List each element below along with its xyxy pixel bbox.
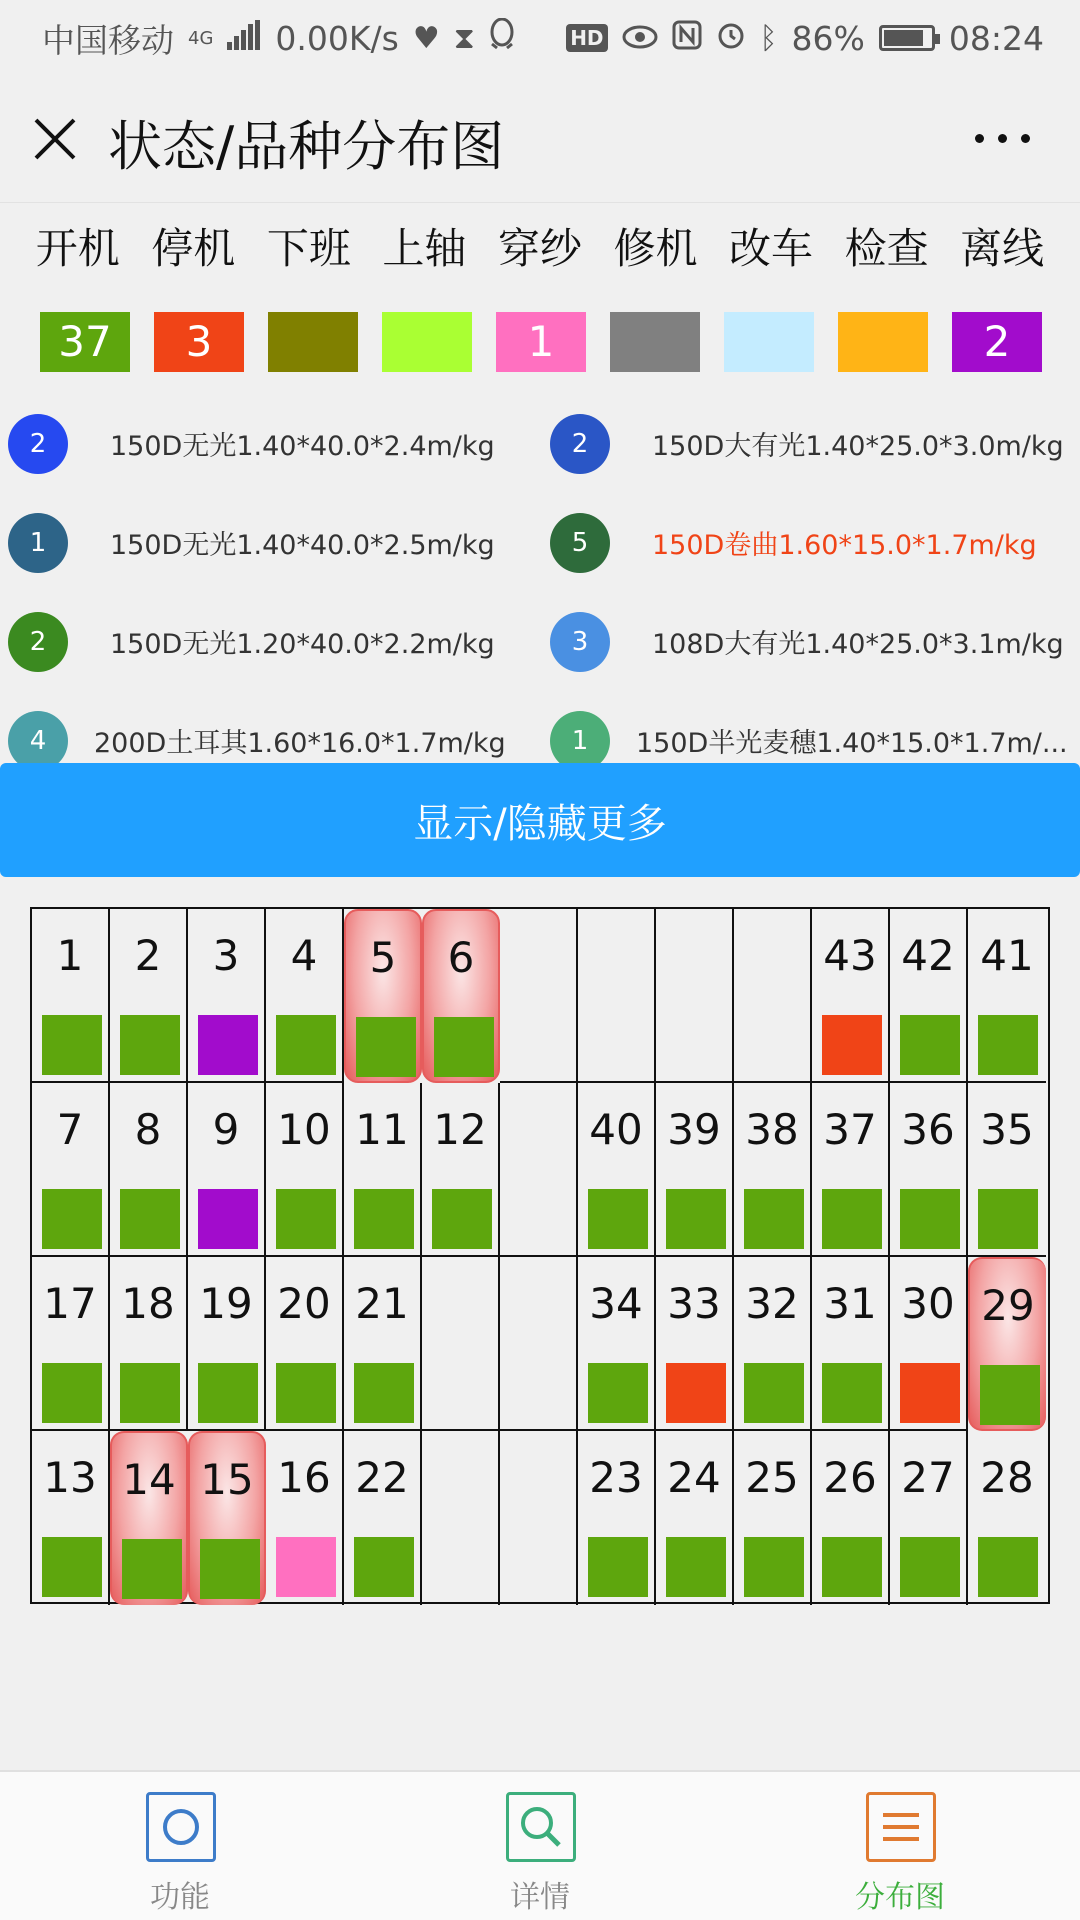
machine-cell-36[interactable] [890,1083,968,1257]
machine-number: 37 [823,1105,877,1154]
machine-number: 4 [290,931,318,980]
legend-label-4: 穿纱 [497,224,582,273]
machine-cell-6[interactable] [422,909,500,1083]
legend-label-5: 修机 [613,224,698,273]
machine-cell-15[interactable] [188,1431,266,1605]
machine-status-indicator [276,1189,336,1249]
legend-label-1: 停机 [151,224,236,273]
variety-name: 150D无光1.20*40.0*2.2m/kg [110,629,495,660]
variety-item[interactable] [550,610,1070,674]
status-count-6[interactable] [724,312,814,372]
machine-status-indicator [432,1189,492,1249]
machine-cell-27[interactable] [890,1431,968,1605]
machine-status-indicator [978,1015,1038,1075]
status-bar-right [566,19,1044,58]
status-legend [0,216,1080,280]
machine-number: 24 [667,1453,721,1502]
machine-number: 36 [901,1105,955,1154]
battery-percent: 86% [791,18,865,58]
machine-number: 1 [56,931,84,980]
machine-status-indicator [822,1015,882,1075]
machine-number: 29 [981,1281,1035,1330]
status-count-3[interactable] [382,312,472,372]
machine-status-indicator [666,1189,726,1249]
machine-status-indicator [120,1189,180,1249]
machine-cell-22[interactable] [344,1431,422,1605]
machine-status-indicator [980,1365,1040,1425]
tab-1[interactable] [360,1772,720,1920]
tab-label: 详情 [510,1880,570,1915]
machine-number: 22 [355,1453,409,1502]
tab-2[interactable] [720,1772,1080,1920]
machine-status-indicator [822,1537,882,1597]
machine-cell-16[interactable] [266,1431,344,1605]
variety-count-badge: 5 [550,513,610,573]
machine-cell-12[interactable] [422,1083,500,1257]
machine-status-indicator [42,1363,102,1423]
machine-status-indicator [588,1189,648,1249]
machine-number: 7 [56,1105,84,1154]
machine-status-indicator [276,1537,336,1597]
qq-icon [489,18,515,58]
machine-cell-13[interactable] [32,1431,110,1605]
machine-cell-35[interactable] [968,1083,1046,1257]
tab-label: 分布图 [855,1880,945,1915]
machine-number: 26 [823,1453,877,1502]
machine-status-indicator [744,1537,804,1597]
variety-item[interactable] [8,412,528,476]
variety-item[interactable] [550,412,1070,476]
machine-cell-8[interactable] [110,1083,188,1257]
hourglass-icon: ⧗ [453,20,475,56]
machine-cell-9[interactable] [188,1083,266,1257]
machine-status-indicator [42,1189,102,1249]
bottom-tab-bar [0,1770,1080,1920]
machine-status-indicator [900,1015,960,1075]
battery-icon [879,25,935,51]
machine-number: 35 [980,1105,1034,1154]
machine-cell-25[interactable] [734,1431,812,1605]
machine-number: 27 [901,1453,955,1502]
machine-number: 21 [355,1279,409,1328]
machine-number: 30 [901,1279,955,1328]
machine-number: 41 [980,931,1034,980]
variety-item[interactable] [550,511,1070,575]
page-title: 状态/品种分布图 [108,115,505,178]
machine-number: 17 [43,1279,97,1328]
variety-count-badge: 2 [550,414,610,474]
machine-cell-19[interactable] [188,1257,266,1431]
machine-cell-31[interactable] [812,1257,890,1431]
title-divider [0,202,1080,203]
machine-cell-24[interactable] [656,1431,734,1605]
machine-cell-18[interactable] [110,1257,188,1431]
machine-number: 9 [212,1105,240,1154]
hd-icon: HD [566,24,607,52]
machine-status-indicator [42,1537,102,1597]
machine-cell-29[interactable] [968,1257,1046,1431]
machine-number: 11 [355,1105,409,1154]
legend-label-0: 开机 [35,224,120,273]
circle-icon [146,1792,216,1862]
machine-status-indicator [900,1537,960,1597]
machine-cell-23[interactable] [578,1431,656,1605]
variety-count-badge: 2 [8,414,68,474]
variety-name: 108D大有光1.40*25.0*3.1m/kg [652,629,1064,660]
variety-name: 150D无光1.40*40.0*2.4m/kg [110,431,495,462]
variety-name: 200D土耳其1.60*16.0*1.7m/kg [94,728,506,759]
variety-item[interactable] [8,511,528,575]
machine-number: 38 [745,1105,799,1154]
machine-cell-2[interactable] [110,909,188,1083]
variety-name: 150D半光麦穗1.40*15.0*1.7m/... [636,728,1068,759]
nfc-icon [672,19,702,58]
legend-label-6: 改车 [729,224,814,273]
status-count-2[interactable] [268,312,358,372]
machine-status-indicator [588,1363,648,1423]
variety-count-badge: 1 [8,513,68,573]
machine-cell-38[interactable] [734,1083,812,1257]
variety-name: 150D无光1.40*40.0*2.5m/kg [110,530,495,561]
status-count-8[interactable]: 2 [952,312,1042,372]
machine-cell-33[interactable] [656,1257,734,1431]
machine-status-indicator [198,1015,258,1075]
machine-status-indicator [276,1363,336,1423]
heart-rate-icon: ♥ [412,20,440,56]
machine-status-indicator [120,1363,180,1423]
tab-0[interactable] [0,1772,360,1920]
machine-status-indicator [354,1537,414,1597]
machine-status-indicator [122,1539,182,1599]
machine-cell-21[interactable] [344,1257,422,1431]
alarm-icon [716,19,746,58]
carrier-name: 中国移动 [42,20,174,60]
machine-number: 43 [823,931,877,980]
machine-number: 10 [277,1105,331,1154]
machine-cell-empty [500,1083,578,1257]
toggle-more-button[interactable]: 显示/隐藏更多 [0,763,1080,877]
machine-cell-32[interactable] [734,1257,812,1431]
machine-cell-empty [500,1257,578,1431]
status-count-7[interactable] [838,312,928,372]
variety-name: 150D卷曲1.60*15.0*1.7m/kg [652,530,1037,561]
machine-number: 28 [980,1453,1034,1502]
network-type: 4G [188,27,214,49]
variety-item[interactable] [8,610,528,674]
machine-number: 40 [589,1105,643,1154]
machine-cell-5[interactable] [344,909,422,1083]
status-bar-left [42,15,515,62]
machine-number: 16 [277,1453,331,1502]
machine-status-indicator [120,1015,180,1075]
machine-number: 2 [134,931,162,980]
status-count-5[interactable] [610,312,700,372]
machine-status-indicator [276,1015,336,1075]
machine-number: 8 [134,1105,162,1154]
machine-cell-20[interactable] [266,1257,344,1431]
machine-cell-42[interactable] [890,909,968,1083]
machine-number: 6 [447,933,475,982]
list-icon [866,1792,936,1862]
machine-number: 42 [901,931,955,980]
machine-number: 15 [200,1455,254,1504]
legend-label-2: 下班 [266,224,351,273]
machine-cell-41[interactable] [968,909,1046,1083]
eye-icon [622,19,658,58]
machine-number: 14 [122,1455,176,1504]
variety-count-badge: 1 [550,711,610,771]
machine-status-indicator [978,1189,1038,1249]
machine-status-indicator [588,1537,648,1597]
machine-cell-26[interactable] [812,1431,890,1605]
variety-count-badge: 4 [8,711,68,771]
machine-cell-43[interactable] [812,909,890,1083]
machine-status-indicator [900,1363,960,1423]
machine-status-indicator [198,1189,258,1249]
machine-number: 13 [43,1453,97,1502]
machine-grid [30,907,1050,1604]
machine-number: 33 [667,1279,721,1328]
machine-status-indicator [744,1189,804,1249]
status-bar [0,0,1080,76]
status-count-1[interactable]: 3 [154,312,244,372]
battery-level-fill [884,30,924,46]
close-icon[interactable] [30,114,80,164]
machine-status-indicator [822,1189,882,1249]
machine-status-indicator [354,1189,414,1249]
status-count-4[interactable]: 1 [496,312,586,372]
machine-status-indicator [900,1189,960,1249]
machine-cell-empty [656,909,734,1083]
status-count-row [0,312,1080,374]
title-bar [0,76,1080,202]
machine-cell-14[interactable] [110,1431,188,1605]
machine-number: 5 [369,933,397,982]
more-options-icon[interactable] [975,134,1030,143]
machine-cell-30[interactable] [890,1257,968,1431]
network-speed: 0.00K/s [275,18,399,58]
machine-status-indicator [354,1363,414,1423]
machine-cell-1[interactable] [32,909,110,1083]
machine-status-indicator [666,1537,726,1597]
machine-status-indicator [666,1363,726,1423]
machine-number: 18 [121,1279,175,1328]
machine-cell-10[interactable] [266,1083,344,1257]
machine-number: 25 [745,1453,799,1502]
machine-cell-empty [578,909,656,1083]
machine-cell-40[interactable] [578,1083,656,1257]
machine-cell-7[interactable] [32,1083,110,1257]
machine-number: 20 [277,1279,331,1328]
variety-name: 150D大有光1.40*25.0*3.0m/kg [652,431,1064,462]
machine-status-indicator [200,1539,260,1599]
machine-status-indicator [744,1363,804,1423]
bluetooth-icon: ᛒ [759,20,778,56]
signal-icon [227,19,261,58]
machine-status-indicator [978,1537,1038,1597]
machine-number: 34 [589,1279,643,1328]
variety-count-badge: 3 [550,612,610,672]
machine-cell-4[interactable] [266,909,344,1083]
machine-number: 23 [589,1453,643,1502]
machine-cell-11[interactable] [344,1083,422,1257]
search-icon [506,1792,576,1862]
machine-status-indicator [198,1363,258,1423]
clock-time: 08:24 [948,18,1044,58]
machine-cell-empty [422,1431,500,1605]
machine-number: 39 [667,1105,721,1154]
machine-cell-empty [734,909,812,1083]
machine-cell-empty [500,1431,578,1605]
machine-cell-34[interactable] [578,1257,656,1431]
legend-label-7: 检查 [844,224,929,273]
legend-label-3: 上轴 [382,224,467,273]
machine-cell-37[interactable] [812,1083,890,1257]
tab-label: 功能 [150,1880,210,1915]
machine-number: 3 [212,931,240,980]
machine-number: 32 [745,1279,799,1328]
machine-cell-39[interactable] [656,1083,734,1257]
machine-cell-empty [500,909,578,1083]
status-count-0[interactable]: 37 [40,312,130,372]
machine-cell-3[interactable] [188,909,266,1083]
legend-label-8: 离线 [960,224,1045,273]
machine-cell-17[interactable] [32,1257,110,1431]
variety-count-badge: 2 [8,612,68,672]
machine-status-indicator [434,1017,494,1077]
machine-cell-empty [422,1257,500,1431]
machine-number: 31 [823,1279,877,1328]
machine-status-indicator [822,1363,882,1423]
machine-number: 12 [433,1105,487,1154]
machine-status-indicator [42,1015,102,1075]
machine-cell-28[interactable] [968,1431,1046,1605]
machine-status-indicator [356,1017,416,1077]
machine-number: 19 [199,1279,253,1328]
